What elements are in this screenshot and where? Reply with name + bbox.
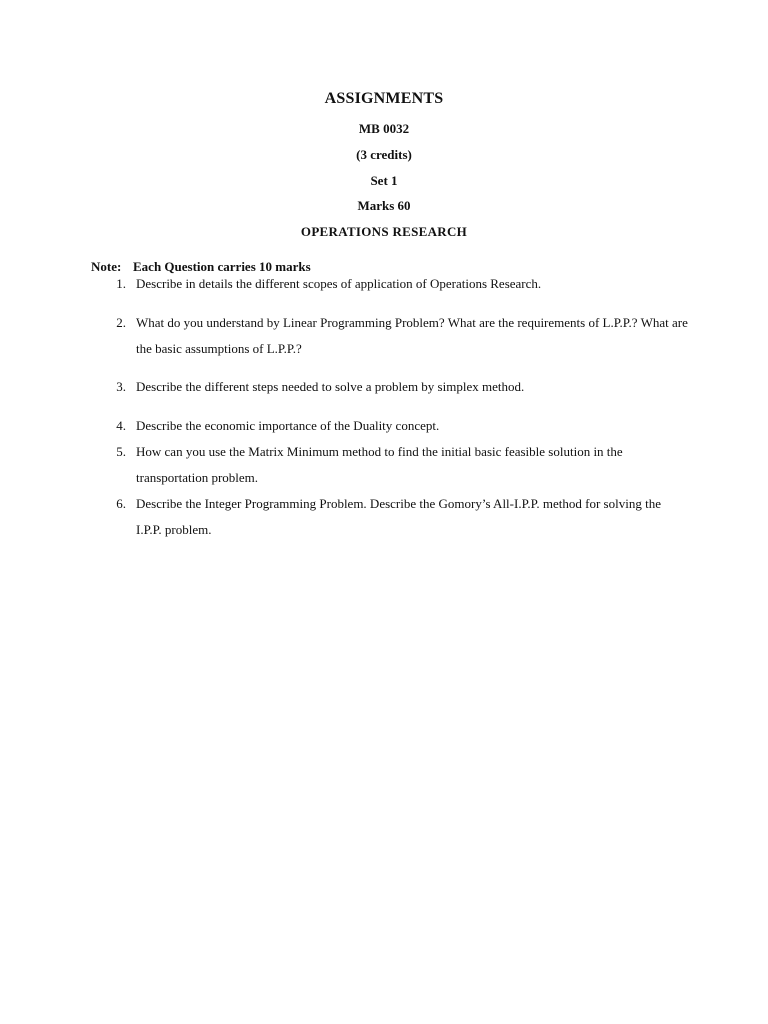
question-number: 4. <box>116 418 126 433</box>
note-text: Each Question carries 10 marks <box>133 259 311 274</box>
question-number: 1. <box>116 276 126 291</box>
subject-title: OPERATIONS RESEARCH <box>300 224 468 239</box>
question-number: 6. <box>116 496 126 511</box>
question-text: What do you understand by Linear Programming Problem? What are the requirements of L.P.P.? What are the basic assumptions of L.P.P.? <box>136 315 688 356</box>
question-text: Describe the economic importance of the Duality concept. <box>136 418 440 433</box>
document-title: ASSIGNMENTS <box>324 90 444 107</box>
course-credits: (3 credits) <box>356 147 412 162</box>
question-number: 3. <box>116 379 126 394</box>
question-item <box>108 310 688 362</box>
question-text: How can you use the Matrix Minimum method to find the initial basic feasible solution in the transportation problem. <box>136 444 623 485</box>
question-item <box>108 374 688 400</box>
question-text: Describe the different steps needed to solve a problem by simplex method. <box>136 379 525 394</box>
course-code: MB 0032 <box>358 121 410 136</box>
question-item <box>108 439 688 491</box>
note-label: Note: <box>91 259 122 274</box>
question-text: Describe the Integer Programming Problem. Describe the Gomory’s All-I.P.P. method for solving the I.P.P. problem. <box>136 496 661 537</box>
question-item <box>108 491 688 543</box>
question-text: Describe in details the different scopes of application of Operations Research. <box>136 276 542 291</box>
question-number: 5. <box>116 444 126 459</box>
total-marks: Marks 60 <box>357 198 411 213</box>
assignment-set: Set 1 <box>370 173 398 188</box>
question-item <box>108 271 688 297</box>
question-number: 2. <box>116 315 126 330</box>
question-item <box>108 413 688 439</box>
